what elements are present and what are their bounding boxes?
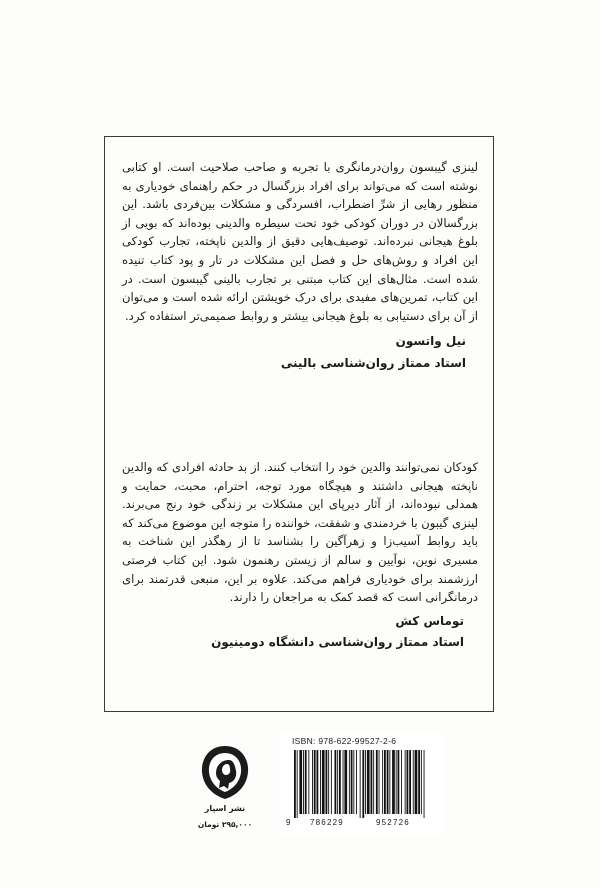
endorsement-author: نیل واتسون — [395, 334, 466, 349]
barcode-digits-right: 952726 — [376, 818, 410, 827]
endorsement-author: توماس کش — [395, 613, 464, 628]
barcode-icon — [294, 750, 428, 818]
endorsement-text: لینزی گیبسون روان‌درمانگری با تجربه و صاحب صلاحیت است. او کتابی نوشته است که می‌تواند برای افراد بزرگسال در حکم راهنمای خودیاری به منظور رهایی از شرِّ اضطراب، افسردگی و مشکلات بین‌فردی باشد. این بزرگسالان در دوران کودکی خود تحت سیطره والدینی بوده‌اند که بویی از بلوغ هیجانی نبرده‌اند. توصیف‌هایی دقیق از والدین ناپخته، تجارب کودکی این افراد و روش‌های حل و فصل این مشکلات در تار و پود کتاب تنیده شده است. مثال‌های این کتاب مبتنی بر تجارب بالینی گیبسون است. در این کتاب، تمرین‌های مفیدی برای درک خویشتن ارائه شده است و می‌توان از آن برای دستیابی به بلوغ هیجانی بیشتر و روابط صمیمی‌تر استفاده کرد. — [122, 160, 478, 323]
endorsement-author-role: استاد ممتاز روان‌شناسی دانشگاه دومینیون — [211, 634, 464, 649]
isbn-label: ISBN: 978-622-99527-2-6 — [292, 736, 397, 746]
barcode-digit-first: 9 — [286, 818, 291, 827]
publisher-name: نشر اسپار — [204, 804, 246, 813]
publisher-head-logo-icon — [193, 742, 257, 804]
barcode-area — [280, 734, 442, 834]
endorsement-cash — [122, 458, 478, 651]
endorsement-author-role: استاد ممتاز روان‌شناسی بالینی — [280, 356, 466, 371]
price-label: ۲۹۵,۰۰۰ تومان — [197, 820, 253, 829]
endorsement-text: کودکان نمی‌توانند والدین خود را انتخاب کنند. از بد حادثه افرادی که والدین ناپخته هیجانی داشتند و هیچگاه مورد توجه، احترام، محبت، حمایت و همدلی نبوده‌اند، از آثار دیرپای این مشکلات بر زندگی خود رنج می‌برند. لینزی گیبون با خردمندی و شفقت، خواننده را متوجه این موضوع می‌کند که باید روابط آسیب‌زا و زهرآگین را بشناسد تا از رهگذر این شناخت به مسیری نوین، نوآیین و سالم از زیستن رهنمون شود. این کتاب فرصتی ارزشمند برای خودیاری فراهم می‌کند. علاوه بر این، منبعی قدرتمند برای درمانگرانی است که قصد کمک به مراجعان را دارند. — [122, 460, 478, 605]
endorsement-watson — [122, 158, 478, 372]
barcode-digits-left: 786229 — [310, 818, 344, 827]
